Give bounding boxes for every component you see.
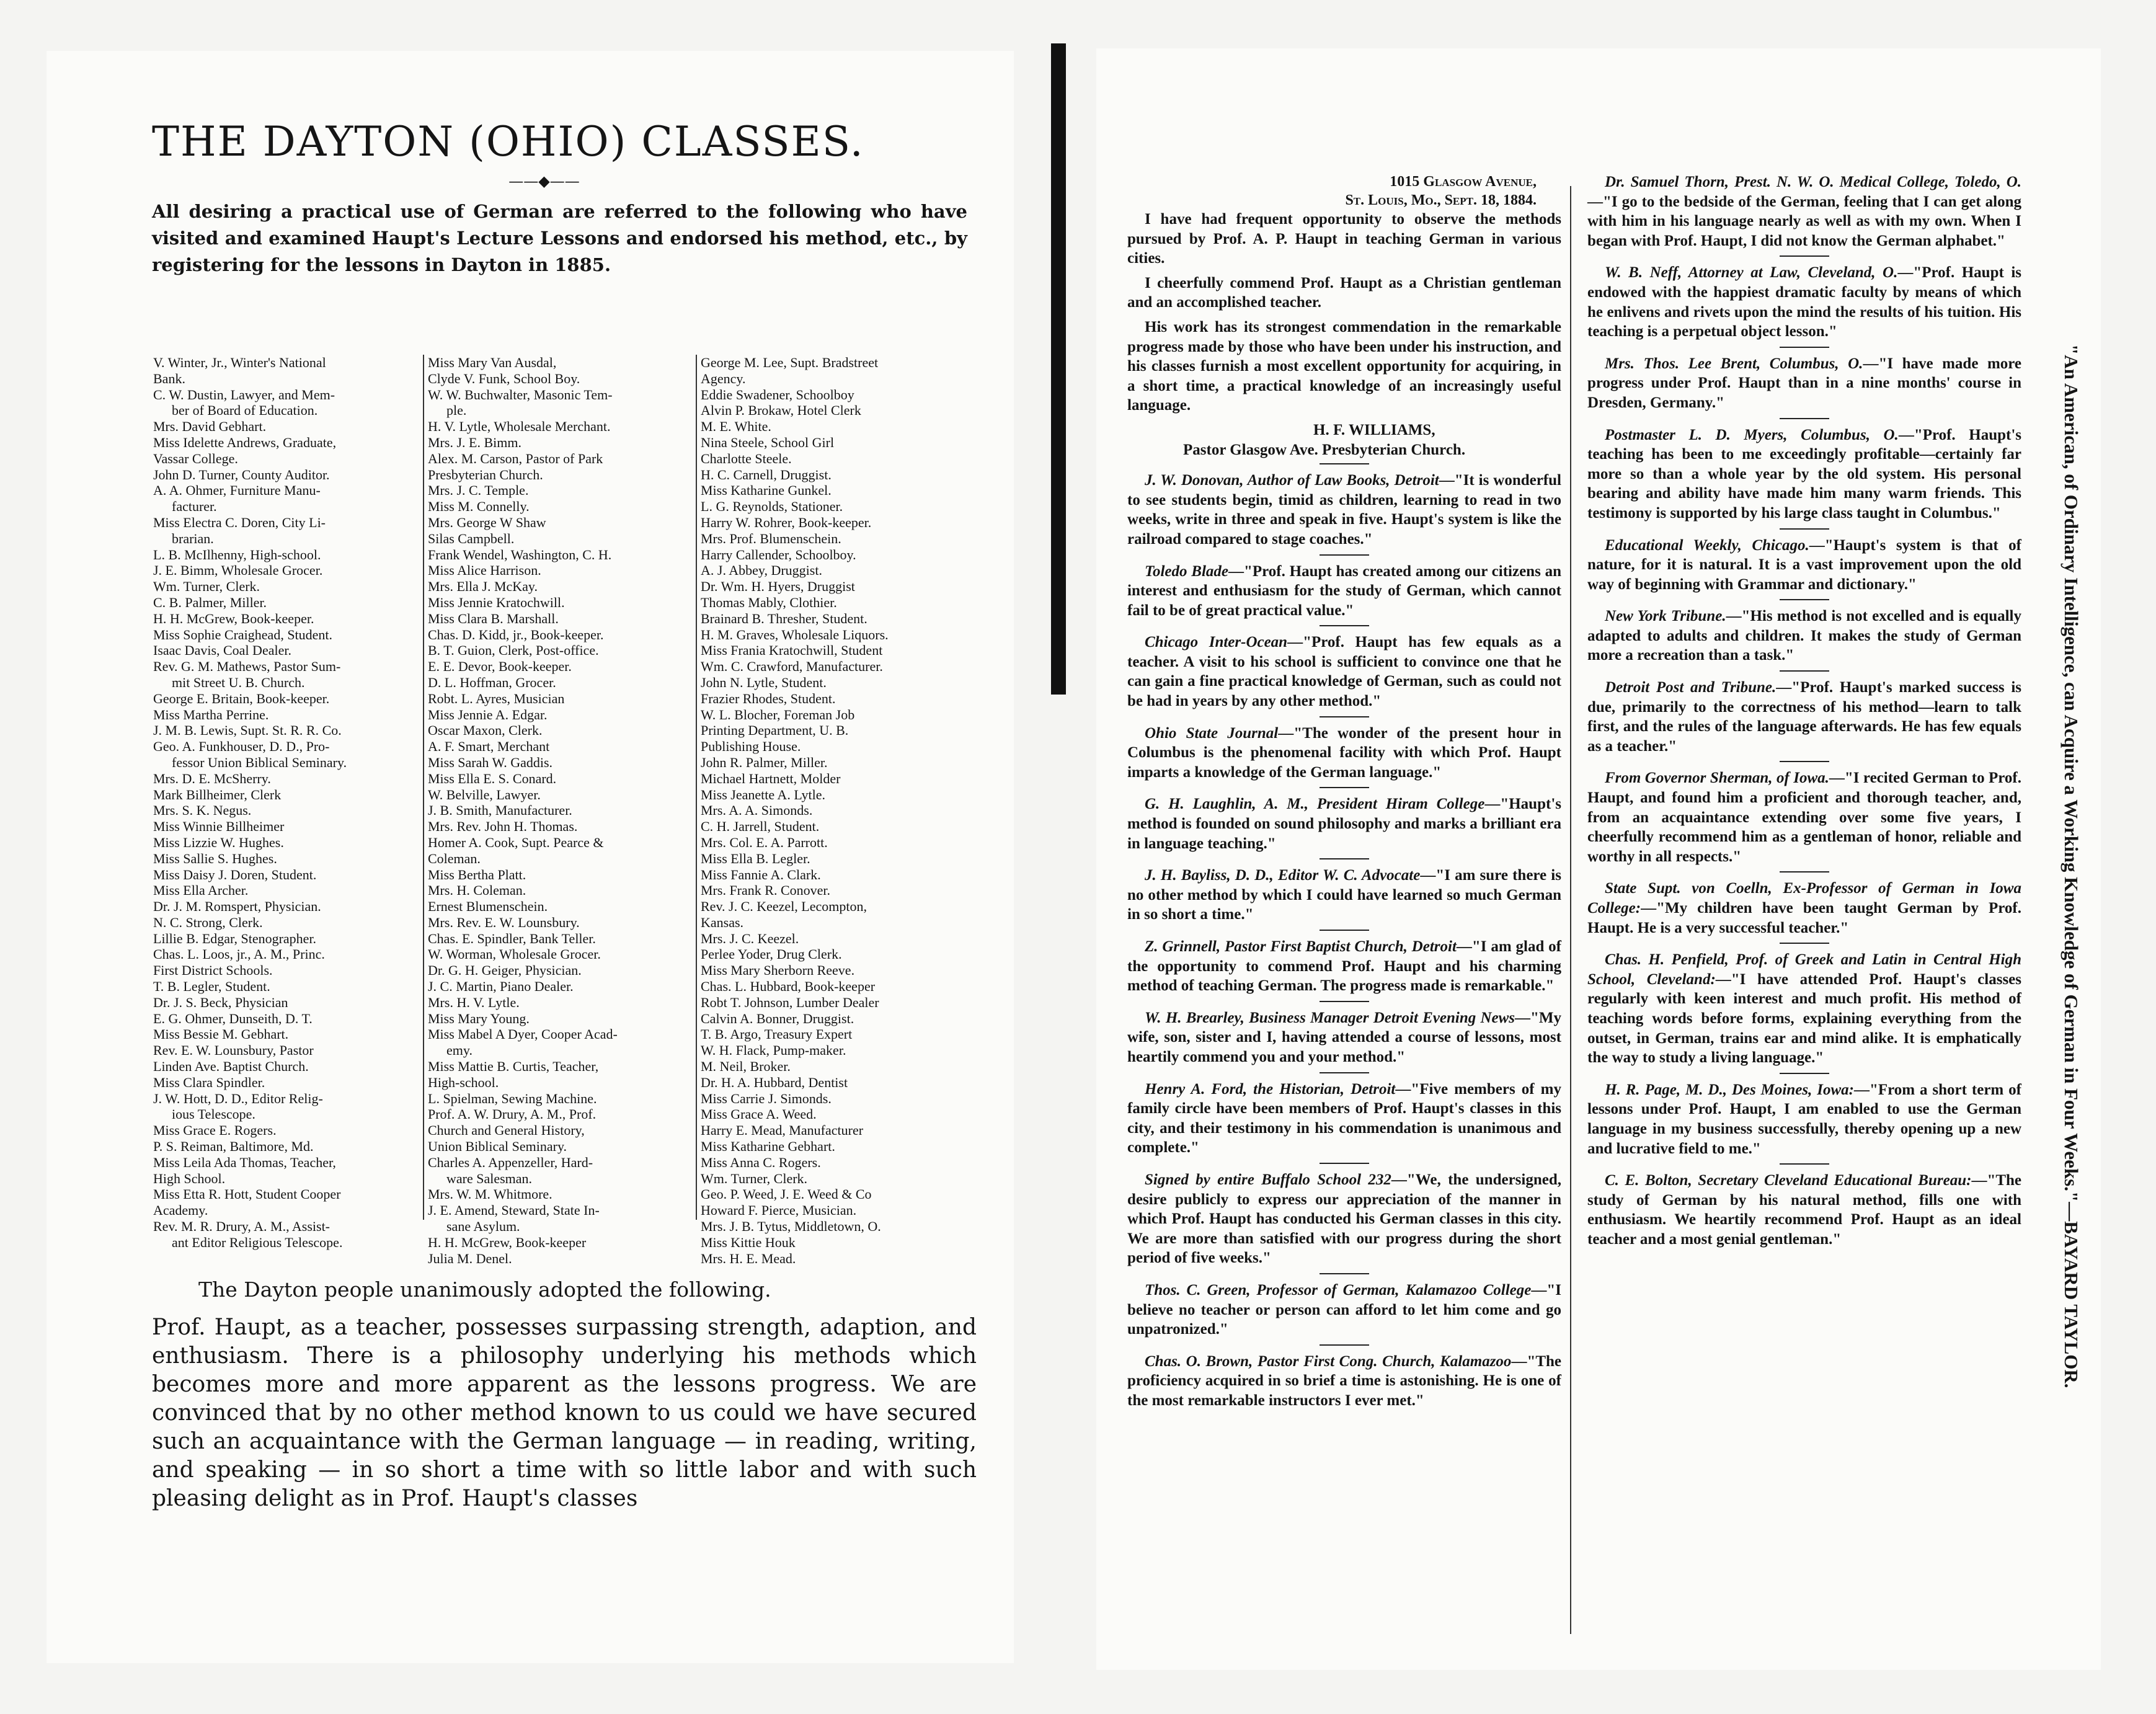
testimonial-text: —"I am glad of the opportunity to commend Prof. Haupt and his charming method of teaching German. The progress made is remarkable."	[1127, 938, 1562, 995]
registrant-line: Wm. Turner, Clerk.	[153, 579, 260, 595]
registrant-line: Howard F. Pierce, Musician.	[701, 1202, 857, 1219]
separator-rule	[1320, 1273, 1369, 1274]
registrant-line: Miss Carrie J. Simonds.	[701, 1090, 832, 1106]
separator-rule	[1780, 418, 1829, 419]
separator-rule	[1780, 1073, 1829, 1074]
testimonial	[1587, 1171, 2021, 1249]
registrant-line: J. E. Amend, Steward, State In-	[428, 1202, 600, 1219]
testimonial-source: Detroit Post and Tribune.	[1605, 679, 1777, 696]
testimonial-source: New York Tribune.	[1605, 608, 1726, 625]
registrant-line: V. Winter, Jr., Winter's National	[153, 355, 326, 370]
separator-rule	[1320, 554, 1369, 556]
registrant-line: Brainard B. Thresher, Student.	[701, 610, 867, 626]
registrant-line: W. L. Blocher, Foreman Job	[701, 706, 855, 722]
registrant-line: Miss Sarah W. Gaddis.	[428, 754, 553, 770]
registrant-line: Michael Hartnett, Molder	[701, 770, 841, 786]
registrant-line: Mrs. J. B. Tytus, Middletown, O.	[701, 1219, 881, 1235]
separator-rule	[1320, 625, 1369, 626]
registrant-line: sane Asylum.	[446, 1219, 520, 1235]
testimonial-source: W. B. Neff, Attorney at Law, Cleveland, O.	[1605, 264, 1898, 282]
registrant-line: ple.	[446, 402, 467, 419]
registrant-line: ious Telescope.	[172, 1106, 255, 1122]
testimonial-text: —"Prof. Haupt is endowed with the happiest dramatic faculty by means of which he enlivens and rivets upon the mind the results of his tuition. His teaching is a perpetual object lesson."	[1587, 264, 2022, 340]
registrant-line: Church and General History,	[428, 1122, 585, 1139]
letter-body: I have had frequent opportunity to observe the methods pursued by Prof. A. P. Haupt in teaching German in various cities.	[1127, 211, 1561, 267]
registrant-line: M. E. White.	[701, 419, 771, 435]
registrant-line: Perlee Yoder, Drug Clerk.	[701, 946, 842, 962]
testimonial	[1127, 471, 1561, 549]
testimonial-column-2	[1587, 172, 2021, 1254]
registrant-line: Vassar College.	[153, 450, 238, 466]
registrant-line: L. G. Reynolds, Stationer.	[701, 499, 843, 515]
testimonial-source: Postmaster L. D. Myers, Columbus, O.	[1605, 426, 1899, 443]
registrant-line: Chas. E. Spindler, Bank Teller.	[428, 930, 596, 946]
registrant-line: J. W. Hott, D. D., Editor Relig-	[153, 1090, 323, 1106]
registrant-line: Harry E. Mead, Manufacturer	[701, 1122, 864, 1139]
testimonial-list	[1587, 172, 2021, 1250]
registrant-line: Mrs. Rev. E. W. Lounsbury.	[428, 914, 580, 930]
testimonial-source: Thos. C. Green, Professor of German, Kalamazoo College	[1145, 1281, 1532, 1299]
testimonial-text: —"I believe no teacher or person can afford to let him come and go unpatronized."	[1127, 1281, 1561, 1338]
registrant-line: Miss Clara B. Marshall.	[428, 610, 559, 626]
testimonial-text: —"Prof. Haupt's marked success is due, primarily to the correctness of his method—learn to talk first, and the rules of the language afterwards. He has few equals as a teacher."	[1587, 679, 2021, 755]
registrant-line: Miss Ella B. Legler.	[701, 850, 810, 866]
registrant-line: W. H. Flack, Pump-maker.	[701, 1042, 846, 1059]
testimonial-text: —"Haupt's method is founded on sound philosophy and marks a brilliant era in language teaching."	[1127, 796, 1561, 852]
registrant-column-1	[153, 355, 414, 1251]
registrant-line: Coleman.	[428, 850, 481, 866]
registrant-line: Miss Grace A. Weed.	[701, 1106, 817, 1122]
registrant-line: Mrs. Frank R. Conover.	[701, 882, 830, 899]
registrant-line: Academy.	[153, 1202, 208, 1219]
testimonial-source: Z. Grinnell, Pastor First Baptist Church, Detroit	[1145, 938, 1457, 955]
testimonial-text: —"I go to the bedside of the German, feeling that I can get along with him in his language nearly as well as with my own. When I began with Prof. Haupt, I did not know the German alphabet."	[1587, 193, 2021, 249]
registrant-line: W. W. Buchwalter, Masonic Tem-	[428, 386, 613, 402]
testimonial-text: —"Prof. Haupt's teaching has been to me exceedingly profitable—certainly far more so than a whole year by the old system. His personal bearing and ability have made him many warm friends. This testimony is supported by his large class taught in Columbus."	[1587, 426, 2021, 522]
registrant-line: Bank.	[153, 370, 185, 386]
registrant-line: Chas. L. Hubbard, Book-keeper	[701, 979, 876, 995]
registrant-line: M. Neil, Broker.	[701, 1059, 791, 1075]
registrant-line: Silas Campbell.	[428, 530, 515, 546]
registrant-line: Miss Katharine Gebhart.	[701, 1139, 835, 1155]
bayard-taylor-quote	[2057, 344, 2082, 1591]
registrant-line: Miss Electra C. Doren, City Li-	[153, 514, 326, 530]
registrant-line: High School.	[153, 1170, 226, 1186]
registrant-line: Miss Etta R. Hott, Student Cooper	[153, 1186, 341, 1202]
registrant-line: First District Schools.	[153, 962, 273, 979]
testimonial-text: —"My wife, son, sister and I, having attended a course of lessons, most heartily commend you and your method."	[1127, 1009, 1561, 1065]
registrant-line: Publishing House.	[701, 739, 801, 755]
separator-rule	[1780, 599, 1829, 600]
registrant-line: Miss Mary Young.	[428, 1010, 530, 1026]
testimonial	[1127, 1352, 1561, 1411]
registrant-line: High-school.	[428, 1074, 499, 1090]
registrant-line: Robt. L. Ayres, Musician	[428, 690, 565, 706]
testimonial-text: —"I recited German to Prof. Haupt, and found him a proficient and thorough teacher, and, from an acquaintance extending over some five years, I cheerfully recommend him as a gentleman of honor, reliable and worthy in all respects."	[1587, 770, 2022, 865]
testimonial-text: —"Prof. Haupt has few equals as a teacher. A visit to his school is sufficient to convince one that he can gain a fine practical knowledge of German, such as could not be had in years by any other method."	[1127, 634, 1561, 710]
testimonial-text: —"The study of German by his natural method, fills one with enthusiasm. We heartily recommend Prof. Haupt as an ideal teacher and a most genial gentleman."	[1587, 1172, 2021, 1248]
registrant-line: Miss Sophie Craighead, Student.	[153, 626, 333, 642]
registrant-line: Miss Mattie B. Curtis, Teacher,	[428, 1059, 599, 1075]
registrant-line: ant Editor Religious Telescope.	[172, 1234, 343, 1250]
testimonial-source: C. E. Bolton, Secretary Cleveland Educational Bureau:	[1605, 1172, 1972, 1189]
separator-rule	[1780, 670, 1829, 672]
testimonial-text: —"I have attended Prof. Haupt's classes regularly with keen interest and much profit. His method of teaching words before forms, explaining everything from the outset, in German, trains ear and mind alike. It is emphatically the way to study a living language."	[1587, 970, 2021, 1067]
registrant-line: Mrs. H. V. Lytle.	[428, 994, 520, 1010]
registrant-line: Geo. A. Funkhouser, D. D., Pro-	[153, 739, 330, 755]
side-quote-text: "An American, of Ordinary Intelligence, can Acquire a Working Knowledge of German in Four Weeks."—BAYARD TAYLOR.	[2061, 344, 2082, 1388]
testimonial	[1587, 950, 2021, 1068]
testimonial-text: —"Prof. Haupt has created among our citizens an interest and enthusiasm for the study of German, which cannot fail to be of great practical value."	[1127, 562, 1561, 619]
registrant-line: Frazier Rhodes, Student.	[701, 690, 836, 706]
testimonial	[1127, 866, 1561, 925]
testimonial	[1587, 263, 2021, 341]
testimonial-source: G. H. Laughlin, A. M., President Hiram College	[1145, 796, 1485, 813]
testimonial	[1587, 536, 2021, 595]
registrant-line: Miss Alice Harrison.	[428, 562, 541, 579]
registrant-line: P. S. Reiman, Baltimore, Md.	[153, 1139, 314, 1155]
testimonial-text: —"Five members of my family circle have been members of Prof. Haupt's classes in this city, and their testimony in his commendation is unanimous and complete."	[1127, 1080, 1561, 1157]
letter-body: His work has its strongest commendation in the remarkable progress made by those who have been under his instruction, and his classes furnish a most excellent opportunity for acquiring, in a short time, a practical knowledge of an increasingly useful language.	[1127, 318, 1561, 414]
registrant-line: Geo. P. Weed, J. E. Weed & Co	[701, 1186, 872, 1202]
registrant-line: Chas. D. Kidd, jr., Book-keeper.	[428, 626, 604, 642]
registrant-line: Mrs. S. K. Negus.	[153, 802, 252, 819]
registrant-line: John D. Turner, County Auditor.	[153, 466, 330, 482]
testimonial-text: —"I am sure there is no other method by which I could have learned so much German in so short a time."	[1127, 867, 1561, 923]
separator-rule	[1320, 858, 1369, 859]
separator-rule	[1780, 1163, 1829, 1165]
registrant-line: Thomas Mably, Clothier.	[701, 594, 837, 610]
testimonial-text: —"Haupt's system is that of nature, for it is natural. It is a vast improvement upon the old way of beginning with Grammar and dictionary."	[1587, 536, 2021, 593]
registrant-line: J. B. Smith, Manufacturer.	[428, 802, 572, 819]
registrant-line: Nina Steele, School Girl	[701, 434, 835, 450]
page-gutter	[1051, 43, 1066, 695]
testimonial	[1587, 354, 2021, 413]
title-ornament: ——◆——	[508, 172, 580, 190]
registrant-line: Miss Grace E. Rogers.	[153, 1122, 277, 1139]
registrant-line: Miss Clara Spindler.	[153, 1074, 265, 1090]
testimonial-source: J. W. Donovan, Author of Law Books, Detroit	[1145, 472, 1439, 489]
separator-rule	[1780, 943, 1829, 944]
registrant-line: J. E. Bimm, Wholesale Grocer.	[153, 562, 323, 579]
testimonial-text: —"The proficiency acquired in so brief a time is astonishing. He is one of the most remarkable instructors I ever met."	[1127, 1352, 1561, 1409]
registrant-line: Wm. C. Crawford, Manufacturer.	[701, 659, 883, 675]
registrant-line: Harry Callender, Schoolboy.	[701, 546, 856, 562]
registrant-line: Eddie Swadener, Schoolboy	[701, 386, 854, 402]
separator-rule	[1780, 528, 1829, 530]
page-title: THE DAYTON (OHIO) CLASSES.	[152, 118, 864, 166]
registrant-line: Julia M. Denel.	[428, 1250, 512, 1266]
testimonial	[1127, 794, 1561, 853]
registrant-line: emy.	[446, 1042, 472, 1059]
testimonial	[1127, 937, 1561, 996]
registrant-line: Robt T. Johnson, Lumber Dealer	[701, 994, 879, 1010]
registrant-line: H. H. McGrew, Book-keeper.	[153, 610, 314, 626]
registrant-line: C. H. Jarrell, Student.	[701, 819, 820, 835]
separator-rule	[1780, 871, 1829, 873]
registrant-line: H. M. Graves, Wholesale Liquors.	[701, 626, 889, 642]
registrant-line: Mrs. H. Coleman.	[428, 882, 526, 899]
registrant-line: Alex. M. Carson, Pastor of Park	[428, 450, 603, 466]
separator-rule	[1780, 255, 1829, 257]
registrant-line: Miss Martha Perrine.	[153, 706, 269, 722]
registrant-line: Mrs. J. C. Keezel.	[701, 930, 799, 946]
registrant-line: Chas. L. Loos, jr., A. M., Princ.	[153, 946, 325, 962]
testimonial-source: State Supt. von Coelln, Ex-Professor of German in Iowa College:	[1587, 880, 2021, 917]
registrant-line: Union Biblical Seminary.	[428, 1139, 567, 1155]
testimonial	[1587, 1080, 2021, 1158]
testimonial-source: Henry A. Ford, the Historian, Detroit	[1145, 1080, 1396, 1098]
testimonial-source: Toledo Blade	[1145, 562, 1229, 580]
registrant-line: E. G. Ohmer, Dunseith, D. T.	[153, 1010, 313, 1026]
testimonial-text: —"His method is not excelled and is equally adapted to adults and children. It makes the study of German more a recreation than a task."	[1587, 608, 2022, 664]
registrant-line: Oscar Maxon, Clerk.	[428, 722, 543, 739]
registrant-line: N. C. Strong, Clerk.	[153, 914, 263, 930]
testimonial	[1127, 1170, 1561, 1268]
registrant-line: Mrs. W. M. Whitmore.	[428, 1186, 552, 1202]
registrant-line: Isaac Davis, Coal Dealer.	[153, 642, 291, 659]
registrant-line: Mrs. Col. E. A. Parrott.	[701, 834, 828, 850]
registrant-line: Miss Anna C. Rogers.	[701, 1154, 821, 1170]
registrant-line: Miss Idelette Andrews, Graduate,	[153, 434, 337, 450]
registrant-line: Miss Jennie A. Edgar.	[428, 706, 548, 722]
testimonial	[1127, 1281, 1561, 1339]
registrant-line: H. V. Lytle, Wholesale Merchant.	[428, 419, 611, 435]
registrant-line: Miss Jeanette A. Lytle.	[701, 786, 826, 802]
separator-rule	[1780, 761, 1829, 762]
registrant-line: mit Street U. B. Church.	[172, 674, 305, 690]
registrant-line: Frank Wendel, Washington, C. H.	[428, 546, 612, 562]
registrant-line: Dr. J. S. Beck, Physician	[153, 994, 288, 1010]
registrant-line: L. B. McIlhenny, High-school.	[153, 546, 321, 562]
registrant-line: Rev. J. C. Keezel, Lecompton,	[701, 899, 867, 915]
registrant-line: Ernest Blumenschein.	[428, 899, 548, 915]
separator-rule	[1320, 930, 1369, 931]
registrant-line: ber of Board of Education.	[172, 402, 318, 419]
registrant-line: Rev. G. M. Mathews, Pastor Sum-	[153, 659, 341, 675]
testimonial-text: —"We, the undersigned, desire publicly to express our appreciation of the manner in which Prof. Haupt has conducted his German classes in this city. We are more than satisfied with our progress during the short period of five weeks."	[1127, 1171, 1561, 1267]
registrant-line: Mrs. George W Shaw	[428, 514, 546, 530]
registrant-line: Miss Kittie Houk	[701, 1234, 796, 1250]
registrant-line: H. H. McGrew, Book-keeper	[428, 1234, 587, 1250]
registrant-line: Miss Jennie Kratochwill.	[428, 594, 565, 610]
testimonial-text: —"I have made more progress under Prof. Haupt than in a nine months' course in Dresden, Germany."	[1587, 355, 2022, 411]
registrant-line: Rev. E. W. Lounsbury, Pastor	[153, 1042, 314, 1059]
testimonial-list	[1127, 471, 1561, 1410]
registrant-line: Mrs. J. C. Temple.	[428, 482, 529, 499]
testimonial-source: From Governor Sherman, of Iowa.	[1605, 770, 1829, 787]
registrant-line: Mrs. J. E. Bimm.	[428, 434, 521, 450]
registrant-line: H. C. Carnell, Druggist.	[701, 466, 832, 482]
registrant-line: T. B. Argo, Treasury Expert	[701, 1026, 853, 1042]
registrant-line: Mrs. Prof. Blumenschein.	[701, 530, 841, 546]
registrant-column-3	[701, 355, 961, 1266]
registrant-line: Wm. Turner, Clerk.	[701, 1170, 808, 1186]
registrant-line: E. E. Devor, Book-keeper.	[428, 659, 572, 675]
testimonial-source: Dr. Samuel Thorn, Prest. N. W. O. Medical College, Toledo, O.	[1605, 174, 2021, 190]
letter-address-city: St. Louis, Mo., Sept. 18, 1884.	[1345, 192, 1537, 208]
testimonial	[1587, 172, 2021, 251]
registrant-line: Dr. J. M. Romspert, Physician.	[153, 899, 321, 915]
testimonial-source: W. H. Brearley, Business Manager Detroit Evening News	[1145, 1009, 1515, 1026]
registrant-line: Presbyterian Church.	[428, 466, 543, 482]
registrant-line: C. W. Dustin, Lawyer, and Mem-	[153, 386, 335, 402]
adopted-resolution: Prof. Haupt, as a teacher, possesses surpassing strength, adaption, and enthusiasm. There is a philosophy underlying his methods which becomes more and more apparent as the lessons progress. We are convinced that by no other method known to us could we have secured such an acquaintance with the German language — in reading, writing, and speaking — in so short a time with so little labor and with such pleasing delight as in Prof. Haupt's classes	[152, 1315, 977, 1511]
testimonial-column-1	[1127, 172, 1561, 1415]
registrant-line: A. F. Smart, Merchant	[428, 739, 550, 755]
testimonial-text: —"From a short term of lessons under Prof. Haupt, I am enabled to use the German language in my business successfully, thereby opening up a new and lucrative field to me."	[1587, 1081, 2021, 1157]
registrant-line: Miss Mary Sherborn Reeve.	[701, 962, 855, 979]
registrant-line: D. L. Hoffman, Grocer.	[428, 674, 556, 690]
registrant-line: Miss Bessie M. Gebhart.	[153, 1026, 289, 1042]
testimonial	[1127, 633, 1561, 711]
registrant-line: Calvin A. Bonner, Druggist.	[701, 1010, 854, 1026]
testimonial-source: H. R. Page, M. D., Des Moines, Iowa:	[1605, 1081, 1854, 1098]
adopted-heading: The Dayton people unanimously adopted the following.	[198, 1277, 771, 1302]
registrant-line: Mrs. D. E. McSherry.	[153, 770, 271, 786]
testimonial-text: —"The wonder of the present hour in Columbus is the phenomenal facility with which Prof. Haupt imparts a knowledge of the German language."	[1127, 724, 1562, 781]
testimonial-source: Chas. H. Penfield, Prof. of Greek and Latin in Central High School, Cleveland:	[1587, 951, 2021, 988]
registrant-line: Miss Mary Van Ausdal,	[428, 355, 557, 370]
registrant-line: Alvin P. Brokaw, Hotel Clerk	[701, 402, 861, 419]
registrant-line: W. Belville, Lawyer.	[428, 786, 541, 802]
registrant-line: C. B. Palmer, Miller.	[153, 594, 267, 610]
registrant-line: Dr. H. A. Hubbard, Dentist	[701, 1074, 848, 1090]
registrant-line: Linden Ave. Baptist Church.	[153, 1059, 309, 1075]
letter-signer: H. F. WILLIAMS,	[1313, 421, 1435, 438]
registrant-line: B. T. Guion, Clerk, Post-office.	[428, 642, 599, 659]
letter-signer-title: Pastor Glasgow Ave. Presbyterian Church.	[1183, 441, 1466, 458]
registrant-line: John R. Palmer, Miller.	[701, 754, 828, 770]
registrant-line: Mrs. David Gebhart.	[153, 419, 267, 435]
separator-rule	[1780, 347, 1829, 348]
testimonial-source: Chas. O. Brown, Pastor First Cong. Church, Kalamazoo	[1145, 1352, 1512, 1370]
registrant-line: Mrs. A. A. Simonds.	[701, 802, 813, 819]
testimonial-text: —"My children have been taught German by Prof. Haupt. He is a very successful teacher."	[1587, 900, 2021, 936]
registrant-line: Mrs. Rev. John H. Thomas.	[428, 819, 578, 835]
registrant-line: Miss Daisy J. Doren, Student.	[153, 866, 317, 882]
registrant-line: Miss Mabel A Dyer, Cooper Acad-	[428, 1026, 618, 1042]
registrant-line: Miss Bertha Platt.	[428, 866, 526, 882]
separator-rule	[1320, 1072, 1369, 1073]
registrant-line: J. M. B. Lewis, Supt. St. R. R. Co.	[153, 722, 342, 739]
intro-paragraph: All desiring a practical use of German are referred to the following who have visited and examined Haupt's Lecture Lessons and endorsed his method, etc., by registering for the lessons in Dayton in 1885.	[152, 201, 967, 275]
registrant-line: Charles A. Appenzeller, Hard-	[428, 1154, 593, 1170]
registrant-line: W. Worman, Wholesale Grocer.	[428, 946, 601, 962]
testimonial	[1127, 1008, 1561, 1067]
registrant-line: fessor Union Biblical Seminary.	[172, 754, 347, 770]
testimonial-source: Educational Weekly, Chicago.	[1605, 536, 1809, 554]
testimonial	[1587, 678, 2021, 756]
column-divider	[423, 355, 424, 1220]
registrant-line: facturer.	[172, 499, 217, 515]
testimonial	[1587, 606, 2021, 665]
letter-body: I cheerfully commend Prof. Haupt as a Christian gentleman and an accomplished teacher.	[1127, 274, 1561, 311]
registrant-line: Miss Lizzie W. Hughes.	[153, 834, 284, 850]
registrant-line: Miss M. Connelly.	[428, 499, 530, 515]
registrant-line: Prof. A. W. Drury, A. M., Prof.	[428, 1106, 597, 1122]
registrant-line: George M. Lee, Supt. Bradstreet	[701, 355, 879, 370]
registrant-line: Agency.	[701, 370, 746, 386]
column-divider	[696, 355, 697, 1220]
testimonial-source: Ohio State Journal	[1145, 724, 1279, 742]
registrant-line: Miss Winnie Billheimer	[153, 819, 285, 835]
registrant-line: Miss Leila Ada Thomas, Teacher,	[153, 1154, 336, 1170]
registrant-line: Miss Frania Kratochwill, Student	[701, 642, 883, 659]
registrant-line: Dr. G. H. Geiger, Physician.	[428, 962, 582, 979]
separator-rule	[1320, 463, 1369, 464]
registrant-column-2	[428, 355, 688, 1266]
separator-rule	[1320, 716, 1369, 717]
registrant-line: Miss Fannie A. Clark.	[701, 866, 821, 882]
testimonial-source: J. H. Bayliss, D. D., Editor W. C. Advocate	[1145, 867, 1421, 884]
registrant-line: John N. Lytle, Student.	[701, 674, 827, 690]
separator-rule	[1320, 1163, 1369, 1164]
column-divider	[1570, 186, 1571, 1634]
testimonial-source: Mrs. Thos. Lee Brent, Columbus, O.	[1605, 355, 1863, 372]
registrant-line: Charlotte Steele.	[701, 450, 792, 466]
testimonial-source: Chicago Inter-Ocean	[1145, 634, 1288, 651]
registrant-line: J. C. Martin, Piano Dealer.	[428, 979, 574, 995]
registrant-line: Miss Sallie S. Hughes.	[153, 850, 277, 866]
registrant-line: Rev. M. R. Drury, A. M., Assist-	[153, 1219, 330, 1235]
testimonial-source: Signed by entire Buffalo School 232	[1145, 1171, 1391, 1188]
registrant-line: A. A. Ohmer, Furniture Manu-	[153, 482, 321, 499]
registrant-line: Mark Billheimer, Clerk	[153, 786, 282, 802]
registrant-line: Miss Ella Archer.	[153, 882, 249, 899]
registrant-line: Lillie B. Edgar, Stenographer.	[153, 930, 317, 946]
registrant-line: ware Salesman.	[446, 1170, 533, 1186]
registrant-line: Homer A. Cook, Supt. Pearce &	[428, 834, 604, 850]
registrant-line: Dr. Wm. H. Hyers, Druggist	[701, 579, 855, 595]
testimonial	[1127, 724, 1561, 783]
testimonial	[1587, 425, 2021, 523]
registrant-line: George E. Britain, Book-keeper.	[153, 690, 330, 706]
registrant-line: L. Spielman, Sewing Machine.	[428, 1090, 597, 1106]
letter-address-street: 1015 Glasgow Avenue,	[1390, 174, 1537, 190]
registrant-line: Kansas.	[701, 914, 744, 930]
separator-rule	[1320, 787, 1369, 788]
separator-rule	[1320, 1001, 1369, 1002]
separator-rule	[1320, 1344, 1369, 1346]
registrant-line: Miss Ella E. S. Conard.	[428, 770, 557, 786]
testimonial	[1587, 768, 2021, 866]
testimonial	[1127, 562, 1561, 621]
registrant-line: Mrs. H. E. Mead.	[701, 1250, 796, 1266]
registrant-line: Clyde V. Funk, School Boy.	[428, 370, 580, 386]
registrant-line: Harry W. Rohrer, Book-keeper.	[701, 514, 872, 530]
registrant-line: brarian.	[172, 530, 214, 546]
testimonial	[1127, 1080, 1561, 1158]
testimonial-text: —"It is wonderful to see students begin, timid as children, learning to read in two weeks, write in three and speak in five. Haupt's system is like the railroad compared to stage coaches."	[1127, 472, 1561, 548]
registrant-line: Mrs. Ella J. McKay.	[428, 579, 538, 595]
registrant-line: T. B. Legler, Student.	[153, 979, 270, 995]
registrant-line: Miss Katharine Gunkel.	[701, 482, 832, 499]
registrant-line: A. J. Abbey, Druggist.	[701, 562, 822, 579]
registrant-line: Printing Department, U. B.	[701, 722, 849, 739]
testimonial	[1587, 879, 2021, 938]
